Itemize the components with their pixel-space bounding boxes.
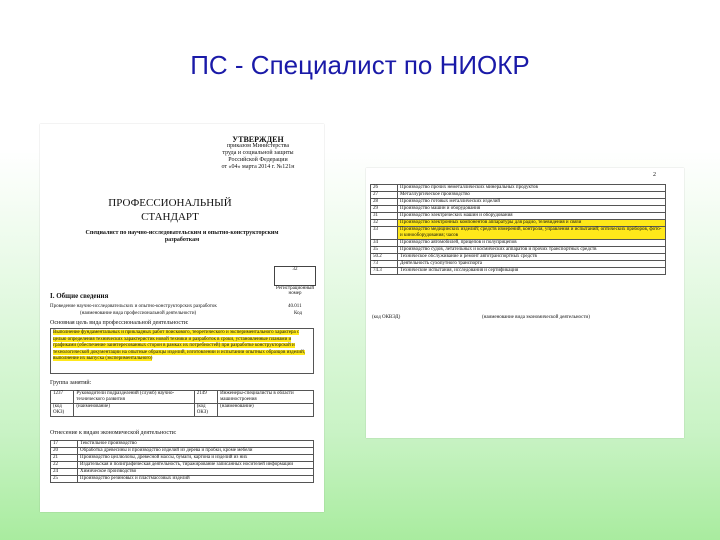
table-cell: Производство электрических машин и оборудования xyxy=(398,213,666,220)
table-cell: Химическое производство xyxy=(78,469,314,476)
table-cell: Деятельность сухопутного транспорта xyxy=(398,261,666,268)
table-cell: 21 xyxy=(51,455,78,462)
table-row xyxy=(371,247,666,254)
registration-caption: Регистрационный номер xyxy=(275,286,315,296)
approval-line: от «04» марта 2014 г. №121н xyxy=(221,164,295,170)
registration-number: 32 xyxy=(292,267,298,272)
table-cell: Текстильное производство xyxy=(78,441,314,448)
standard-name-line: Специалист по научно-исследовательским и опытно-конструкторским xyxy=(85,230,279,236)
goal-header: Основная цель вида профессиональной деятельности: xyxy=(50,320,189,326)
table-cell: Производство резиновых и пластмассовых изделий xyxy=(78,476,314,483)
table-cell: 25 xyxy=(51,476,78,483)
table-cell: (наименование) xyxy=(218,404,314,417)
activity-caption: (наименование вида профессиональной деятельности) xyxy=(80,311,197,316)
slide-title: ПС - Специалист по НИОКР xyxy=(190,50,530,80)
activity-name-caption: (наименование вида экономической деятельности) xyxy=(482,315,590,320)
code-caption: Код xyxy=(294,311,302,316)
table-cell: 22 xyxy=(51,462,78,469)
table-cell: 28 xyxy=(371,199,398,206)
table-cell: (наименование) xyxy=(74,404,194,417)
table-row xyxy=(371,261,666,268)
table-cell: 29 xyxy=(371,206,398,213)
economic-header: Отнесение к видам экономической деятельности: xyxy=(50,430,177,436)
table-cell: 33 xyxy=(371,227,398,240)
table-row xyxy=(51,448,314,455)
activity-code: 40.011 xyxy=(288,304,302,309)
standard-document-page-2 xyxy=(366,168,684,438)
economic-activities-table-continued xyxy=(370,184,666,275)
approval-head: УТВЕРЖДЕН xyxy=(232,135,284,144)
table-cell: Издательская и полиграфическая деятельность, тиражирование записанных носителей информации xyxy=(78,462,314,469)
table-cell: 27 xyxy=(371,192,398,199)
table-row xyxy=(371,199,666,206)
occupations-table xyxy=(50,390,314,417)
table-cell: Производство целлюлозы, древесной массы, бумаги, картона и изделий из них xyxy=(78,455,314,462)
table-row xyxy=(371,240,666,247)
table-cell: 2149 xyxy=(194,391,217,404)
goal-text-box xyxy=(50,328,314,374)
table-cell: Металлургическое производство xyxy=(398,192,666,199)
section-heading: I. Общие сведения xyxy=(50,292,109,300)
standard-name xyxy=(52,230,312,244)
page-number: 2 xyxy=(653,172,656,178)
table-row xyxy=(51,441,314,448)
table-row xyxy=(51,469,314,476)
table-cell: Руководители подразделений (служб) научно-технического развития xyxy=(74,391,194,404)
table-cell: 17 xyxy=(51,441,78,448)
standard-title-line: ПРОФЕССИОНАЛЬНЫЙ xyxy=(108,197,232,209)
table-row xyxy=(371,220,666,227)
approval-line: приказом Министерства xyxy=(226,143,290,149)
table-cell: 35 xyxy=(371,247,398,254)
table-cell: (код ОКЗ) xyxy=(51,404,74,417)
okved-caption: (код ОКВЭД) xyxy=(372,315,401,320)
table-cell: 31 xyxy=(371,213,398,220)
table-cell: 20 xyxy=(51,448,78,455)
table-row xyxy=(371,268,666,275)
standard-name-line: разработкам xyxy=(164,237,200,243)
table-cell: 32 xyxy=(371,220,398,227)
goal-text: Выполнение фундаментальных и прикладных работ поискового, теоретического и экспериментального характера с целью определения технических характеристик новой техники и разработок в сроки, установленные планами и графиками (обеспечение заинтересованных сторон в рамках их потребностей) при разработке конструкторской и технологической документации на опытные образцы изделий, изготовлении и испытании опытных образцов изделий, выполнение их выпуска (экспериментального) xyxy=(53,330,306,361)
table-cell: Технические испытания, исследования и сертификация xyxy=(398,268,666,275)
table-cell: 24 xyxy=(51,469,78,476)
table-row xyxy=(51,462,314,469)
table-row xyxy=(371,227,666,240)
table-cell: Инженеры-специалисты в области машиностроения xyxy=(218,391,314,404)
table-cell: Производство электронных компонентов аппаратуры для радио, телевидения и связи xyxy=(398,220,666,227)
table-cell: Производство судов, летательных и космических аппаратов и прочих транспортных средств xyxy=(398,247,666,254)
occupation-group-header: Группа занятий: xyxy=(50,380,92,386)
table-cell: Производство готовых металлических изделий xyxy=(398,199,666,206)
table-row xyxy=(371,192,666,199)
table-cell: 50.2 xyxy=(371,254,398,261)
table-cell: Производство автомобилей, прицепов и полуприцепов xyxy=(398,240,666,247)
standard-title xyxy=(60,196,280,224)
table-cell: Производство медицинских изделий; средств измерений, контроля, управления и испытаний; оптических приборов, фото- и кинооборудования; часов xyxy=(398,227,666,240)
registration-number-box xyxy=(274,266,316,286)
approval-line: труда и социальной защиты xyxy=(222,150,294,156)
table-row xyxy=(51,391,314,404)
table-cell: 73 xyxy=(371,261,398,268)
table-row xyxy=(371,254,666,261)
table-row xyxy=(371,185,666,192)
standard-title-line: СТАНДАРТ xyxy=(141,211,199,223)
table-row xyxy=(51,455,314,462)
table-cell: 1237 xyxy=(51,391,74,404)
economic-activities-table xyxy=(50,440,314,483)
table-row xyxy=(51,476,314,483)
approval-block xyxy=(198,136,318,171)
table-cell: 74.3 xyxy=(371,268,398,275)
table-cell: 34 xyxy=(371,240,398,247)
table-cell: Обработка древесины и производство изделий из дерева и пробки, кроме мебели xyxy=(78,448,314,455)
table-cell: Производство машин и оборудования xyxy=(398,206,666,213)
standard-document-page-1 xyxy=(40,124,324,512)
table-cell: (код ОКЗ) xyxy=(194,404,217,417)
table-cell: Производство прочих неметаллических минеральных продуктов xyxy=(398,185,666,192)
table-cell: 26 xyxy=(371,185,398,192)
table-row xyxy=(51,404,314,417)
table-row xyxy=(371,213,666,220)
approval-line: Российской Федерации xyxy=(228,157,288,163)
table-cell: Техническое обслуживание и ремонт автотранспортных средств xyxy=(398,254,666,261)
table-row xyxy=(371,206,666,213)
activity-name: Проведение научно-исследовательских и опытно-конструкторских разработок xyxy=(50,304,217,309)
